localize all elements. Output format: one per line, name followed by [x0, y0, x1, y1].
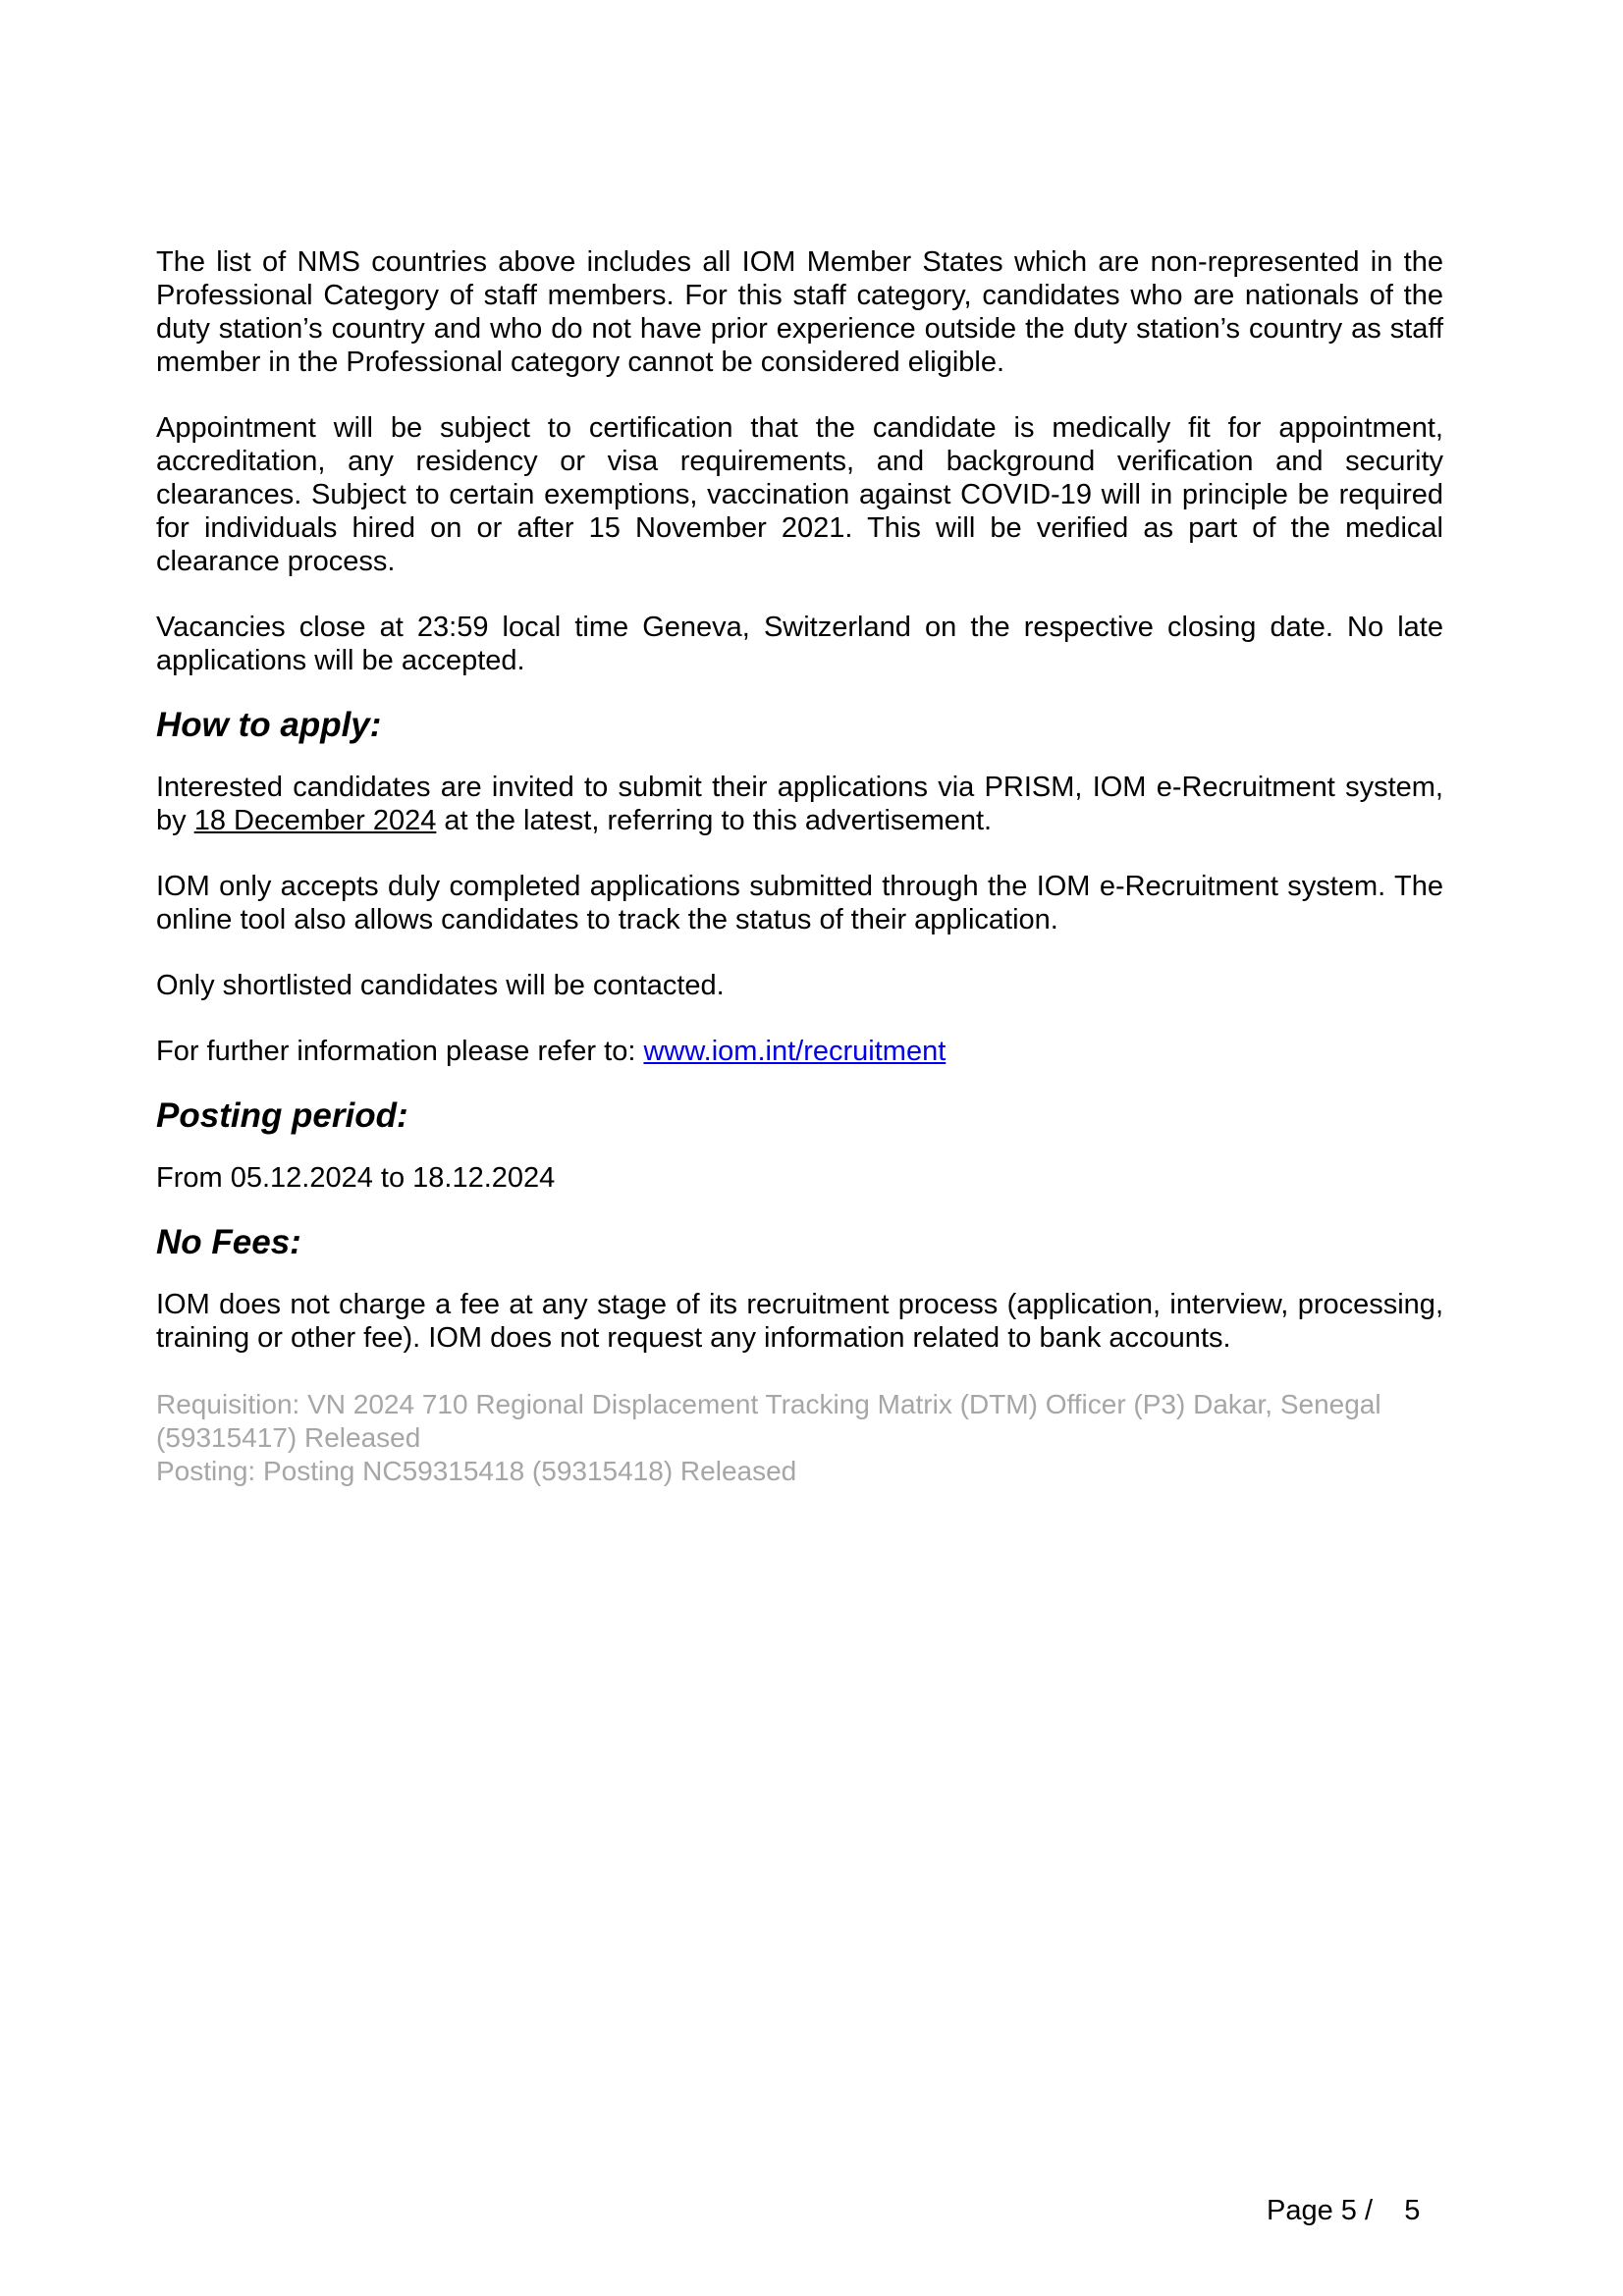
- posting-text: Posting: Posting NC59315418 (59315418) Released: [156, 1456, 797, 1486]
- nms-paragraph: The list of NMS countries above includes all IOM Member States which are non-represented in the Professional Category of staff members. For this staff category, candidates who are nationals of the duty station’s country and who do not have prior experience outside the duty station’s country as staff member in the Professional category cannot be considered eligible.: [156, 246, 1443, 378]
- apply-paragraph: [156, 771, 1443, 837]
- recruitment-link[interactable]: www.iom.int/recruitment: [643, 1036, 947, 1067]
- posting-period-text: From 05.12.2024 to 18.12.2024: [156, 1162, 556, 1194]
- appointment-paragraph: Appointment will be subject to certification that the candidate is medically fit for appointment, accreditation, any residency or visa requirements, and background verification and security clearances. Subject to certain exemptions, vaccination against COVID-19 will in principle be required for individuals hired on or after 15 November 2021. This will be verified as part of the medical clearance process.: [156, 412, 1443, 577]
- posting-period-heading: Posting period:: [156, 1096, 408, 1135]
- apply-text-end: at the latest, referring to this advertisement.: [436, 805, 993, 836]
- closing-date: 18 December 2024: [193, 805, 437, 836]
- further-info-paragraph: [156, 1035, 1443, 1068]
- requisition-footer: [156, 1388, 1423, 1488]
- no-fees-text: IOM does not charge a fee at any stage of its recruitment process (application, interview, processing, training or other fee). IOM does not request any information related to bank accounts.: [156, 1289, 1443, 1354]
- applications-paragraph: IOM only accepts duly completed applications submitted through the IOM e-Recruitment system. The online tool also allows candidates to track the status of their application.: [156, 871, 1443, 935]
- vacancies-paragraph: Vacancies close at 23:59 local time Geneva, Switzerland on the respective closing date. No late applications will be accepted.: [156, 612, 1443, 676]
- page-number: Page 5 / 5: [1267, 2195, 1421, 2226]
- how-to-apply-heading: How to apply:: [156, 706, 382, 744]
- no-fees-heading: No Fees:: [156, 1223, 301, 1261]
- document-page: [156, 245, 1443, 1488]
- further-info-text: For further information please refer to:: [156, 1036, 644, 1067]
- shortlisted-paragraph: Only shortlisted candidates will be contacted.: [156, 970, 725, 1001]
- apply-text-start: Interested candidates are invited to submit their applications via PRISM, IOM e-Recruitment system, by: [156, 772, 1443, 836]
- requisition-text: Requisition: VN 2024 710 Regional Displacement Tracking Matrix (DTM) Officer (P3) Dakar, Senegal (59315417) Released: [156, 1389, 1381, 1453]
